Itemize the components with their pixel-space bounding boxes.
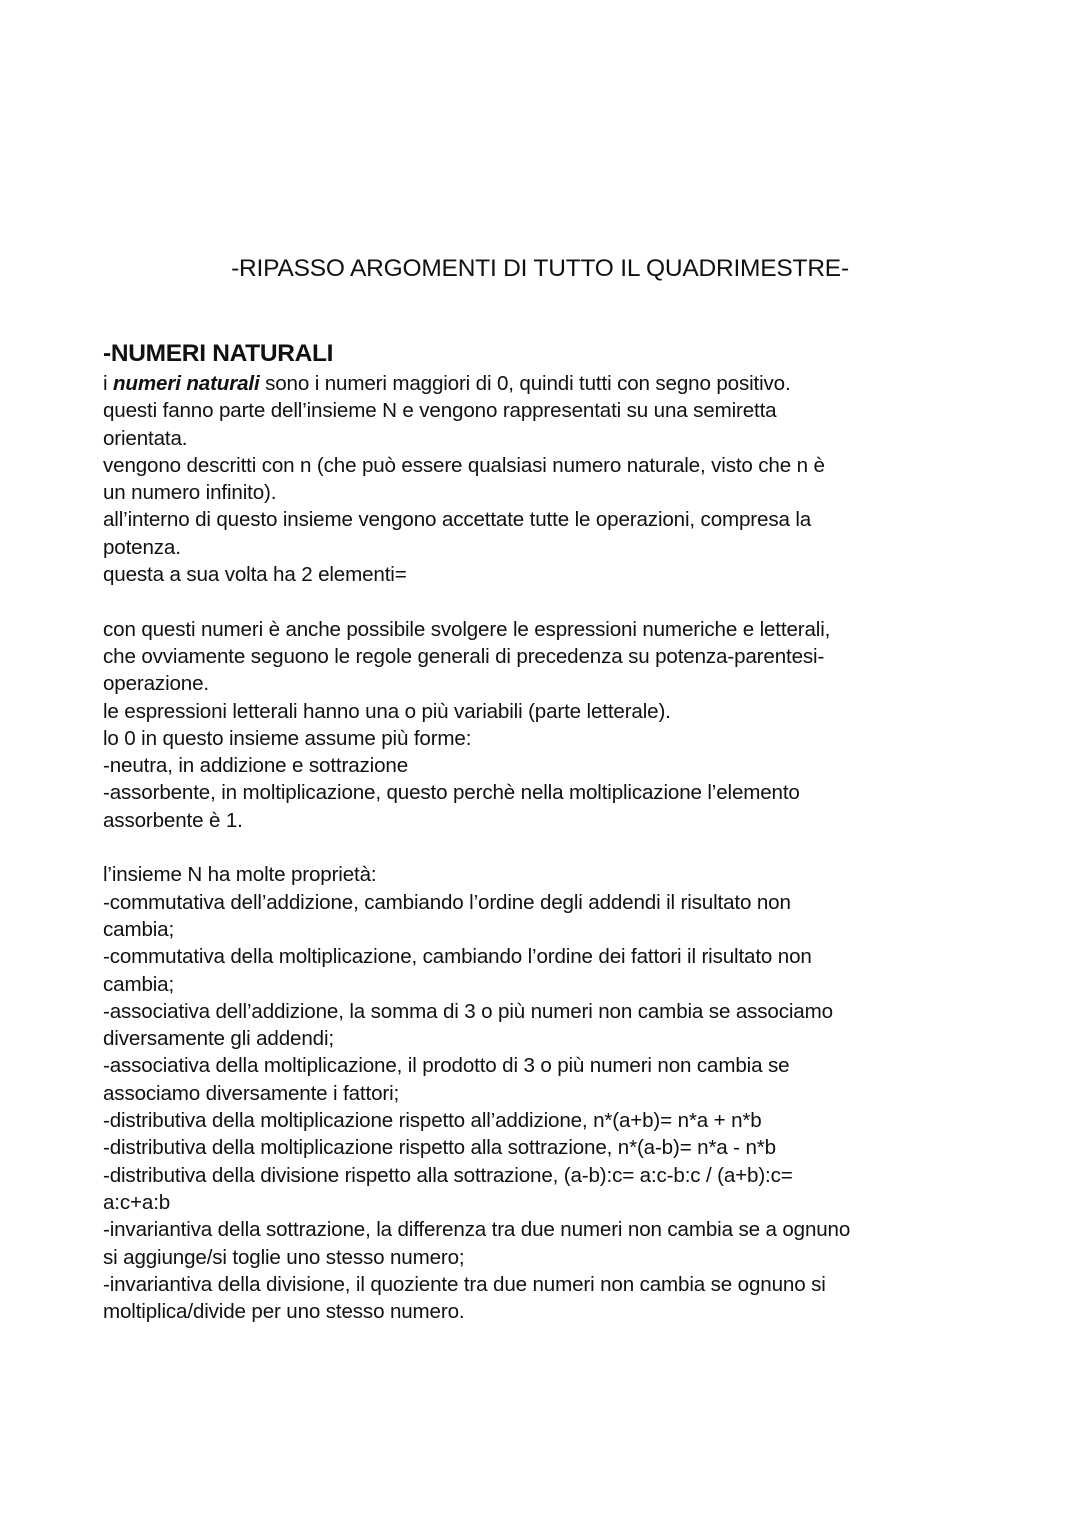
- blank-line: [103, 834, 1003, 861]
- text-line: -distributiva della moltiplicazione rispetto alla sottrazione, n*(a-b)= n*a - n*b: [103, 1136, 776, 1160]
- text-line: questa a sua volta ha 2 elementi=: [103, 563, 407, 587]
- text-line: a:c+a:b: [103, 1190, 171, 1214]
- text-line: -associativa dell’addizione, la somma di 3 o più numeri non cambia se associamo: [103, 999, 833, 1023]
- text-line: -associativa della moltiplicazione, il prodotto di 3 o più numeri non cambia se: [103, 1054, 790, 1078]
- text-line: all’interno di questo insieme vengono accettate tutte le operazioni, compresa la: [103, 508, 812, 532]
- text-line: associamo diversamente i fattori;: [103, 1081, 400, 1105]
- text-line: cambia;: [103, 972, 175, 996]
- text-line: questi fanno parte dell’insieme N e vengono rappresentati su una semiretta: [103, 399, 777, 423]
- text-line: l’insieme N ha molte proprietà:: [103, 863, 377, 887]
- blank-line: [103, 588, 1003, 615]
- text-line: cambia;: [103, 917, 175, 941]
- section-heading: -NUMERI NATURALI: [103, 340, 334, 367]
- text-line: vengono descritti con n (che può essere qualsiasi numero naturale, visto che n è: [103, 453, 825, 477]
- text-line: -distributiva della moltiplicazione rispetto all’addizione, n*(a+b)= n*a + n*b: [103, 1109, 762, 1133]
- text-line: -assorbente, in moltiplicazione, questo perchè nella moltiplicazione l’elemento: [103, 781, 800, 805]
- text-line: -commutativa dell’addizione, cambiando l’ordine degli addendi il risultato non: [103, 890, 791, 914]
- text-line: -neutra, in addizione e sottrazione: [103, 754, 408, 778]
- text-line: diversamente gli addendi;: [103, 1027, 334, 1051]
- section-numeri-naturali: [103, 338, 1003, 1325]
- text-line: operazione.: [103, 672, 209, 696]
- intro-suffix: sono i numeri maggiori di 0, quindi tutti con segno positivo.: [259, 372, 791, 395]
- text-line: -distributiva della divisione rispetto alla sottrazione, (a-b):c= a:c-b:c / (a+b):c=: [103, 1163, 793, 1187]
- text-line: assorbente è 1.: [103, 808, 243, 832]
- text-line: orientata.: [103, 426, 188, 450]
- text-line: moltiplica/divide per uno stesso numero.: [103, 1300, 465, 1324]
- intro-line: [103, 370, 1003, 397]
- page-title: -RIPASSO ARGOMENTI DI TUTTO IL QUADRIMESTRE-: [231, 255, 849, 282]
- paragraph-definition: [103, 397, 1003, 588]
- text-line: le espressioni letterali hanno una o più variabili (parte letterale).: [103, 699, 671, 723]
- text-line: lo 0 in questo insieme assume più forme:: [103, 726, 472, 750]
- paragraph-properties: [103, 861, 1003, 1325]
- emphasized-term: numeri naturali: [113, 372, 260, 395]
- intro-prefix: i: [103, 372, 113, 395]
- section-body: [103, 370, 1003, 1325]
- text-line: che ovviamente seguono le regole generali di precedenza su potenza-parentesi-: [103, 644, 825, 668]
- text-line: -invariantiva della divisione, il quoziente tra due numeri non cambia se ognuno si: [103, 1272, 826, 1296]
- text-line: potenza.: [103, 535, 181, 559]
- text-line: un numero infinito).: [103, 481, 277, 505]
- text-line: con questi numeri è anche possibile svolgere le espressioni numeriche e letterali,: [103, 617, 831, 641]
- text-line: -commutativa della moltiplicazione, cambiando l’ordine dei fattori il risultato non: [103, 945, 812, 969]
- text-line: si aggiunge/si toglie uno stesso numero;: [103, 1245, 465, 1269]
- paragraph-expressions: [103, 616, 1003, 834]
- text-line: -invariantiva della sottrazione, la differenza tra due numeri non cambia se a ognuno: [103, 1218, 851, 1242]
